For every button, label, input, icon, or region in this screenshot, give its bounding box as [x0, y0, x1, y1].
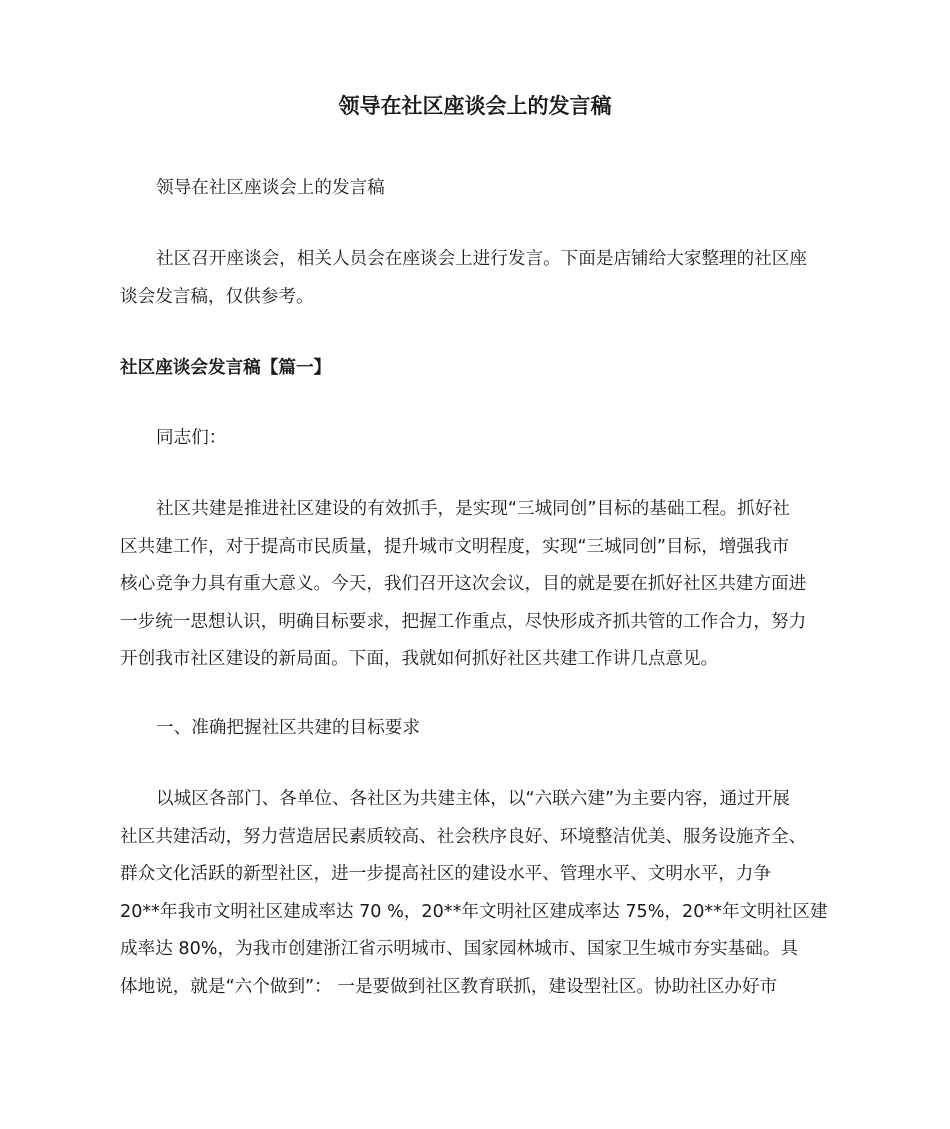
- intro-line-2: 谈会发言稿，仅供参考。: [120, 286, 314, 307]
- salutation: [120, 420, 830, 458]
- paragraph-2-line-5: 成率达 80%，为我市创建浙江省示明城市、国家园林城市、国家卫生城市夯实基础。具: [120, 939, 799, 959]
- intro-paragraph: [120, 241, 830, 316]
- paragraph-1-line-4: 一步统一思想认识，明确目标要求，把握工作重点，尽快形成齐抓共管的工作合力，努力: [120, 611, 807, 632]
- salutation-text: 同志们：: [156, 428, 227, 448]
- point-1-heading-text: 一、准确把握社区共建的目标要求: [156, 718, 420, 738]
- document-subtitle: [120, 170, 830, 208]
- subtitle-line: 领导在社区座谈会上的发言稿: [156, 178, 385, 198]
- paragraph-2: [120, 781, 830, 1006]
- section-heading-text: 社区座谈会发言稿【篇一】: [120, 358, 332, 378]
- paragraph-2-line-2: 社区共建活动，努力营造居民素质较高、社会秩序良好、环境整洁优美、服务设施齐全、: [120, 826, 807, 847]
- paragraph-2-line-6: 体地说，就是“六个做到”： 一是要做到社区教育联抓，建设型社区。协助社区办好市: [120, 976, 778, 997]
- paragraph-2-line-4: 20**年我市文明社区建成率达 70 %，20**年文明社区建成率达 75%，20**年文明社区建: [120, 901, 828, 922]
- paragraph-1-line-2: 区共建工作，对于提高市民质量，提升城市文明程度，实现“三城同创”目标，增强我市: [120, 536, 790, 557]
- paragraph-1-line-5: 开创我市社区建设的新局面。下面，我就如何抓好社区共建工作讲几点意见。: [120, 649, 719, 669]
- paragraph-2-line-1: 以城区各部门、各单位、各社区为共建主体，以“六联六建”为主要内容，通过开展: [156, 789, 791, 809]
- paragraph-1-line-3: 核心竞争力具有重大意义。今天，我们召开这次会议，目的就是要在抓好社区共建方面进: [120, 574, 807, 594]
- paragraph-1: [120, 491, 830, 679]
- document-title: 领导在社区座谈会上的发言稿: [338, 94, 612, 118]
- paragraph-1-line-1: 社区共建是推进社区建设的有效抓手，是实现“三城同创”目标的基础工程。抓好社: [156, 499, 791, 519]
- paragraph-2-line-3: 群众文化活跃的新型社区，进一步提高社区的建设水平、管理水平、文明水平，力争: [120, 864, 771, 884]
- section-heading: [120, 350, 830, 388]
- point-1-heading: [120, 710, 830, 748]
- intro-line-1: 社区召开座谈会，相关人员会在座谈会上进行发言。下面是店铺给大家整理的社区座: [156, 249, 807, 269]
